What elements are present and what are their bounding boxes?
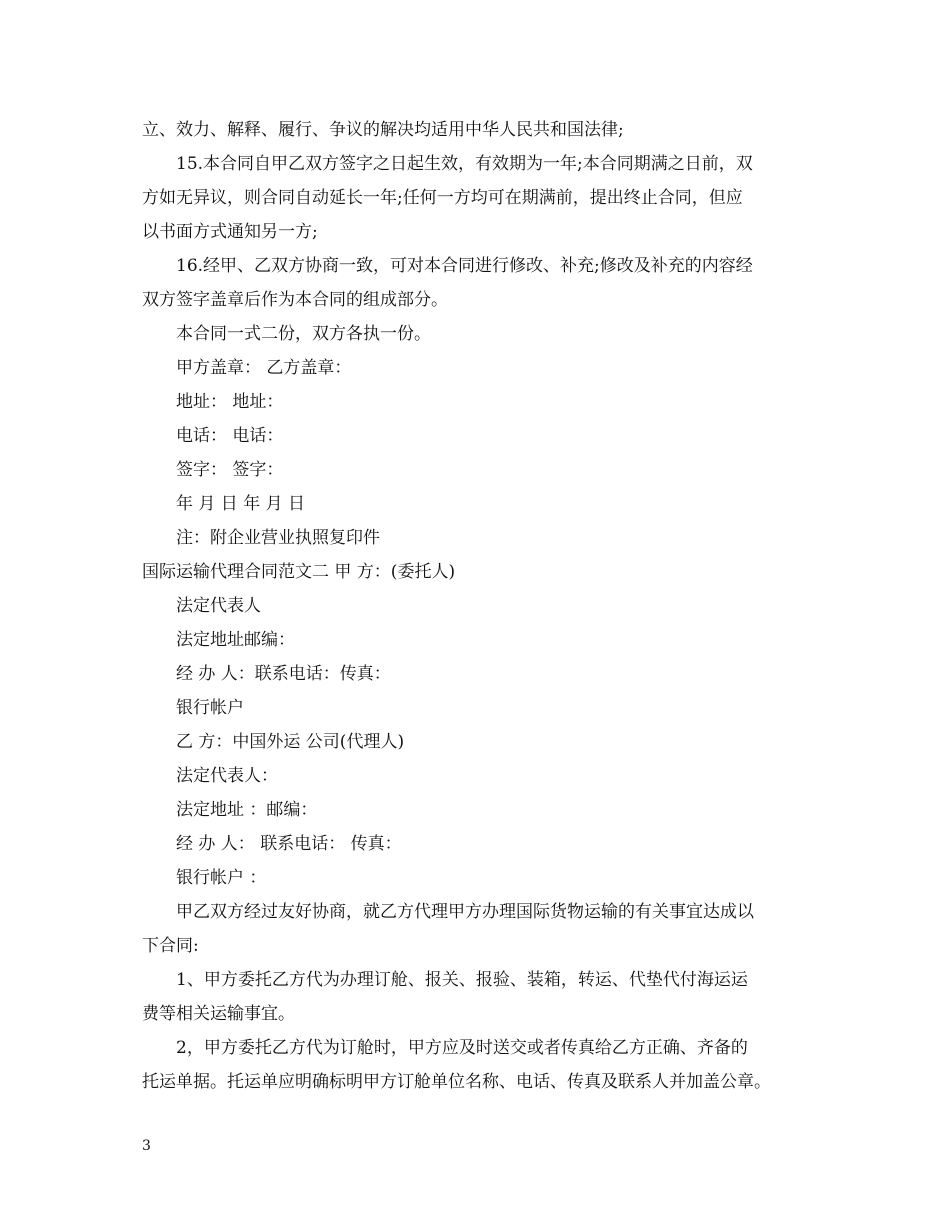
text-line: 双方签字盖章后作为本合同的组成部分。 — [142, 290, 448, 310]
text-line: 以书面方式通知另一方; — [142, 222, 318, 242]
text-line: 法定地址 ：邮编： — [176, 800, 318, 820]
text-line: 15.本合同自甲乙双方签字之日起生效，有效期为一年;本合同期满之日前，双 — [176, 154, 753, 174]
text-line: 经 办 人： 联系电话： 传真： — [176, 834, 402, 854]
text-line: 甲乙双方经过友好协商，就乙方代理甲方办理国际货物运输的有关事宜达成以 — [176, 902, 754, 922]
text-line: 年 月 日 年 月 日 — [176, 494, 306, 514]
text-line: 法定地址邮编： — [176, 630, 295, 650]
text-line: 法定代表人： — [176, 766, 278, 786]
text-line: 下合同: — [142, 936, 199, 956]
text-line: 经 办 人：联系电话：传真： — [176, 664, 391, 684]
text-line: 立、效力、解释、履行、争议的解决均适用中华人民共和国法律; — [142, 120, 624, 140]
text-line: 注：附企业营业执照复印件 — [176, 528, 380, 548]
text-line: 地址： 地址： — [176, 392, 284, 412]
page-number: 3 — [142, 1138, 151, 1154]
text-line: 电话： 电话： — [176, 426, 284, 446]
text-line: 托运单据。托运单应明确标明甲方订舱单位名称、电话、传真及联系人并加盖公章。 — [142, 1072, 771, 1092]
text-line: 签字： 签字： — [176, 460, 284, 480]
text-line: 费等相关运输事宜。 — [142, 1004, 295, 1024]
text-line: 银行帐户 — [176, 698, 244, 718]
text-line: 法定代表人 — [176, 596, 261, 616]
text-line: 本合同一式二份，双方各执一份。 — [176, 324, 431, 344]
section-heading: 国际运输代理合同范文二 甲 方：(委托人) — [142, 562, 456, 582]
text-line: 方如无异议，则合同自动延长一年;任何一方均可在期满前，提出终止合同，但应 — [142, 188, 743, 208]
text-line: 银行帐户 ： — [176, 868, 267, 888]
text-line: 1、甲方委托乙方代为办理订舱、报关、报验、装箱，转运、代垫代付海运运 — [176, 970, 748, 990]
text-line: 乙 方：中国外运 公司(代理人) — [176, 732, 405, 752]
text-line: 16.经甲、乙双方协商一致，可对本合同进行修改、补充;修改及补充的内容经 — [176, 256, 753, 276]
text-line: 2，甲方委托乙方代为订舱时，甲方应及时送交或者传真给乙方正确、齐备的 — [176, 1038, 748, 1058]
text-line: 甲方盖章： 乙方盖章： — [176, 358, 352, 378]
